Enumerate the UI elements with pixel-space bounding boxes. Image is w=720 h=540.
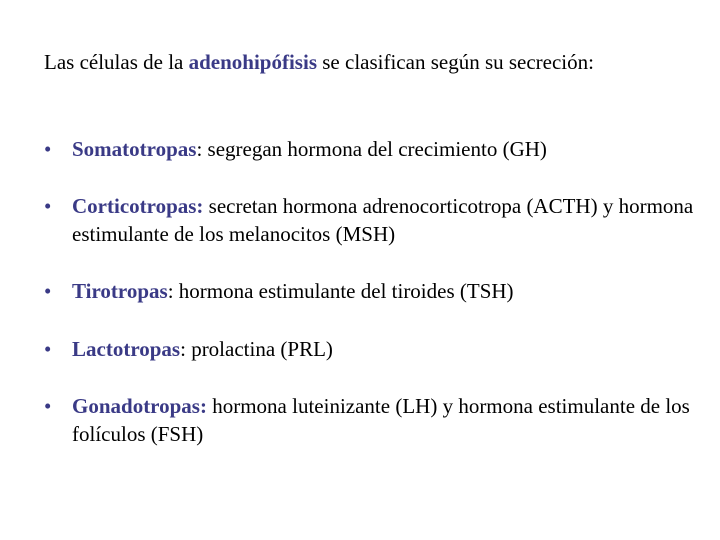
bullet-item-lactotropas <box>44 335 694 363</box>
bullet-dot-icon: • <box>44 137 52 161</box>
intro-paragraph <box>44 48 712 76</box>
bullet-text: : segregan hormona del crecimiento (GH) <box>196 137 547 161</box>
bullet-text: : prolactina (PRL) <box>180 337 333 361</box>
bullet-term: Corticotropas: <box>72 194 204 218</box>
bullet-term: Lactotropas <box>72 337 181 361</box>
intro-highlight-term: adenohipófisis <box>188 50 317 74</box>
bullet-text: secretan hormona adrenocorticotropa (ACTH) y hormona estimulante de los melanocitos (MSH) <box>72 194 694 246</box>
intro-text-before: Las células de la <box>44 50 189 74</box>
bullet-dot-icon: • <box>44 279 52 303</box>
bullet-term: Tirotropas <box>72 279 168 303</box>
bullet-term: Somatotropas <box>72 137 197 161</box>
intro-text-after: se clasifican según su secreción: <box>317 50 594 74</box>
bullet-item-gonadotropas <box>44 392 694 448</box>
bullet-text: : hormona estimulante del tiroides (TSH) <box>167 279 514 303</box>
bullet-term: Gonadotropas: <box>72 394 207 418</box>
bullet-text: hormona luteinizante (LH) y hormona estimulante de los folículos (FSH) <box>72 394 690 446</box>
bullet-dot-icon: • <box>44 337 52 361</box>
bullet-dot-icon: • <box>44 194 52 218</box>
bullet-item-corticotropas <box>44 192 694 248</box>
bullet-item-somatotropas <box>44 135 694 163</box>
bullet-item-tirotropas <box>44 277 694 305</box>
bullet-dot-icon: • <box>44 394 52 418</box>
